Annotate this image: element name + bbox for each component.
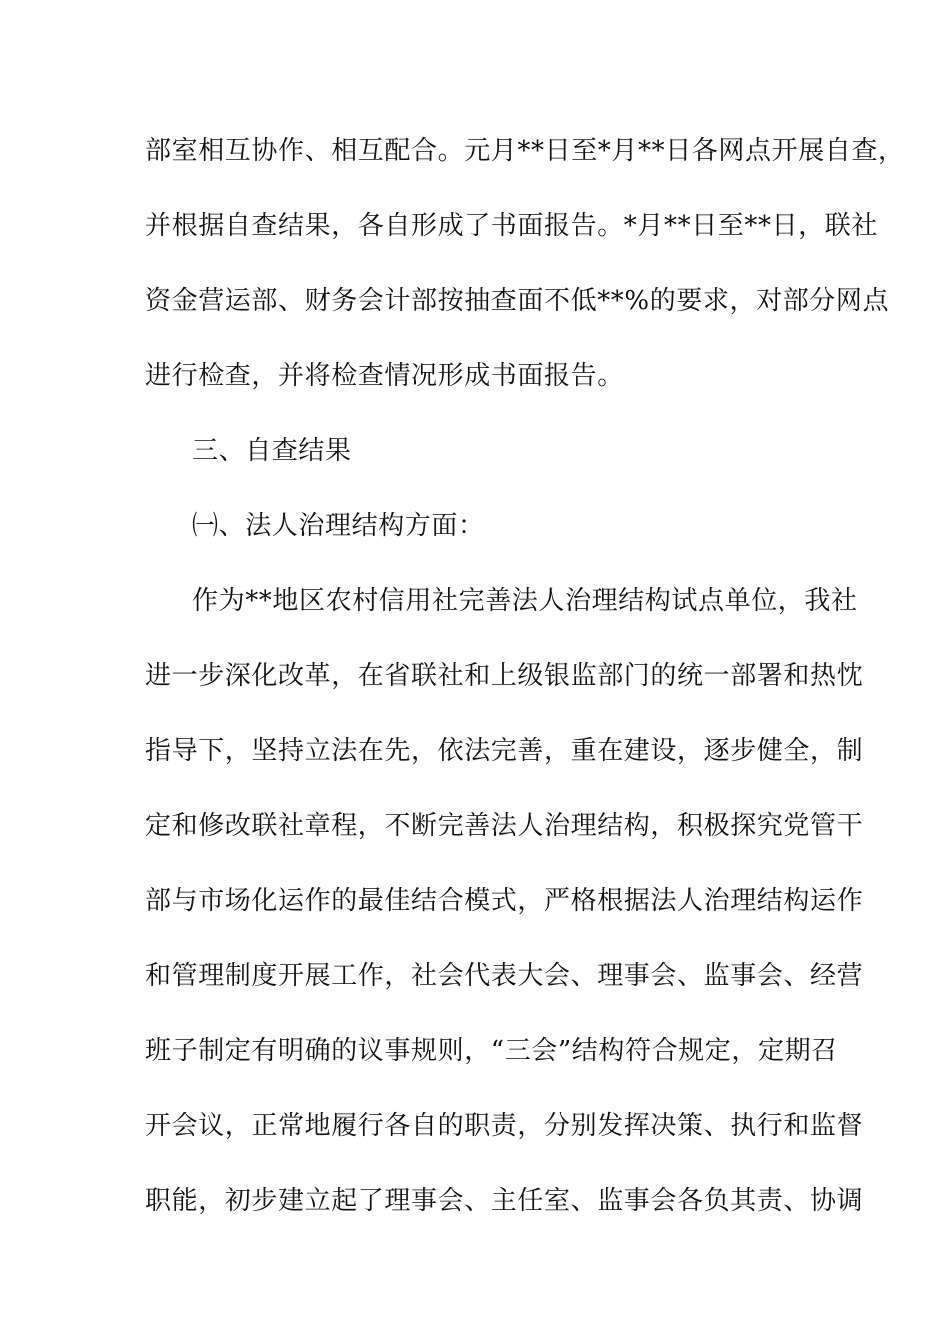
section-heading: 三、自查结果: [192, 436, 352, 466]
text-line-9: 指导下，坚持立法在先，依法完善，重在建设，逐步健全，制: [145, 736, 864, 766]
text-line-2: 并根据自查结果，各自形成了书面报告。*月**日至**日，联社: [145, 211, 879, 241]
text-line-11: 部与市场化运作的最佳结合模式，严格根据法人治理结构运作: [145, 886, 864, 916]
text-line-14: 开会议，正常地履行各自的职责，分别发挥决策、执行和监督: [145, 1111, 864, 1141]
text-line-1: 部室相互协作、相互配合。元月**日至*月**日各网点开展自查，: [145, 136, 905, 166]
text-line-8: 进一步深化改革，在省联社和上级银监部门的统一部署和热忱: [145, 661, 864, 691]
subsection-heading: ㈠、法人治理结构方面：: [192, 511, 485, 541]
text-line-4: 进行检查，并将检查情况形成书面报告。: [145, 361, 624, 391]
text-line-3: 资金营运部、财务会计部按抽查面不低**%的要求，对部分网点: [145, 286, 890, 316]
text-line-15: 职能，初步建立起了理事会、主任室、监事会各负其责、协调: [145, 1186, 864, 1216]
paragraph-first-line: 作为**地区农村信用社完善法人治理结构试点单位，我社: [192, 586, 858, 616]
text-line-10: 定和修改联社章程，不断完善法人治理结构，积极探究党管干: [145, 811, 864, 841]
text-line-12: 和管理制度开展工作，社会代表大会、理事会、监事会、经营: [145, 961, 864, 991]
text-line-13: 班子制定有明确的议事规则，“三会”结构符合规定，定期召: [145, 1036, 838, 1066]
